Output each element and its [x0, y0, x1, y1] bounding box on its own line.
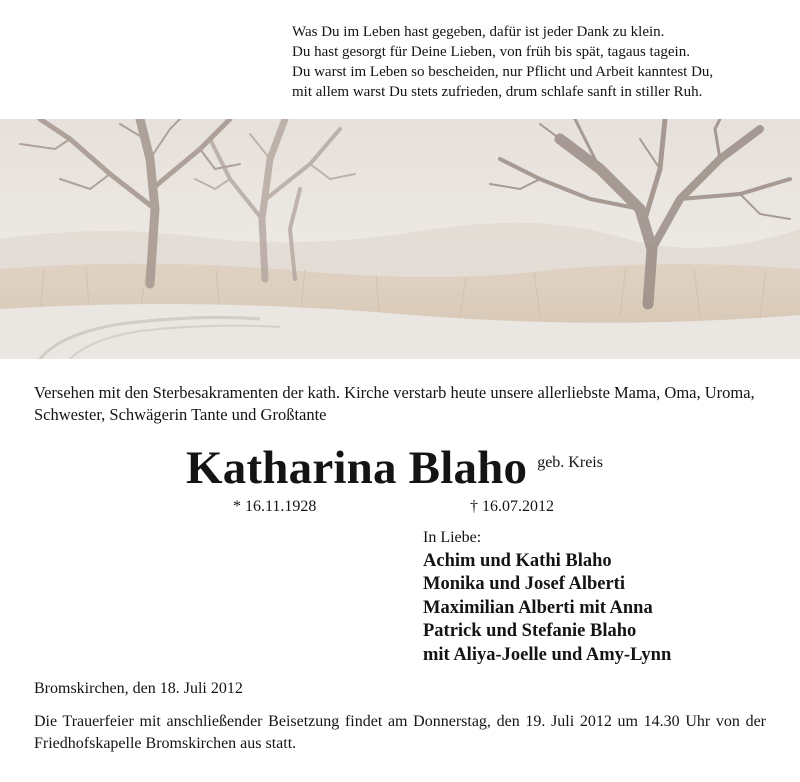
deceased-name-row: [186, 441, 603, 495]
misty-winter-trees-icon: [0, 119, 800, 359]
poem-line: Du warst im Leben so bescheiden, nur Pflicht und Arbeit kanntest Du,: [292, 64, 714, 80]
poem-line: mit allem warst Du stets zufrieden, drum schlafe sanft in stiller Ruh.: [292, 84, 703, 100]
landscape-photo: [0, 119, 800, 359]
family-member: Patrick und Stefanie Blaho: [423, 621, 637, 641]
funeral-notice: Die Trauerfeier mit anschließender Beisetzung findet am Donnerstag, den 19. Juli 2012 um 14.30 Uhr von der Friedhofskapelle Bromskirchen aus statt.: [34, 713, 766, 752]
family-member: Maximilian Alberti mit Anna: [423, 597, 653, 618]
poem-line: Du hast gesorgt für Deine Lieben, von früh bis spät, tagaus tagein.: [292, 44, 690, 60]
death-date: † 16.07.2012: [470, 498, 554, 515]
deceased-name: Katharina Blaho: [186, 442, 528, 494]
poem-line: Was Du im Leben hast gegeben, dafür ist jeder Dank zu klein.: [292, 24, 665, 40]
place-and-date: Bromskirchen, den 18. Juli 2012: [34, 680, 243, 697]
family-intro: In Liebe:: [423, 529, 482, 546]
family-member: mit Aliya-Joelle und Amy-Lynn: [423, 644, 672, 665]
poem: [292, 22, 782, 102]
birth-date: * 16.11.1928: [233, 498, 317, 515]
maiden-name: geb. Kreis: [537, 454, 603, 471]
family-list: [423, 526, 671, 667]
family-member: Monika und Josef Alberti: [423, 574, 625, 594]
intro-text: Versehen mit den Sterbesakramenten der kath. Kirche verstarb heute unsere allerliebste Mama, Oma, Uroma, Schwester, Schwägerin Tante und Großtante: [34, 383, 755, 424]
family-member: Achim und Kathi Blaho: [423, 550, 612, 571]
